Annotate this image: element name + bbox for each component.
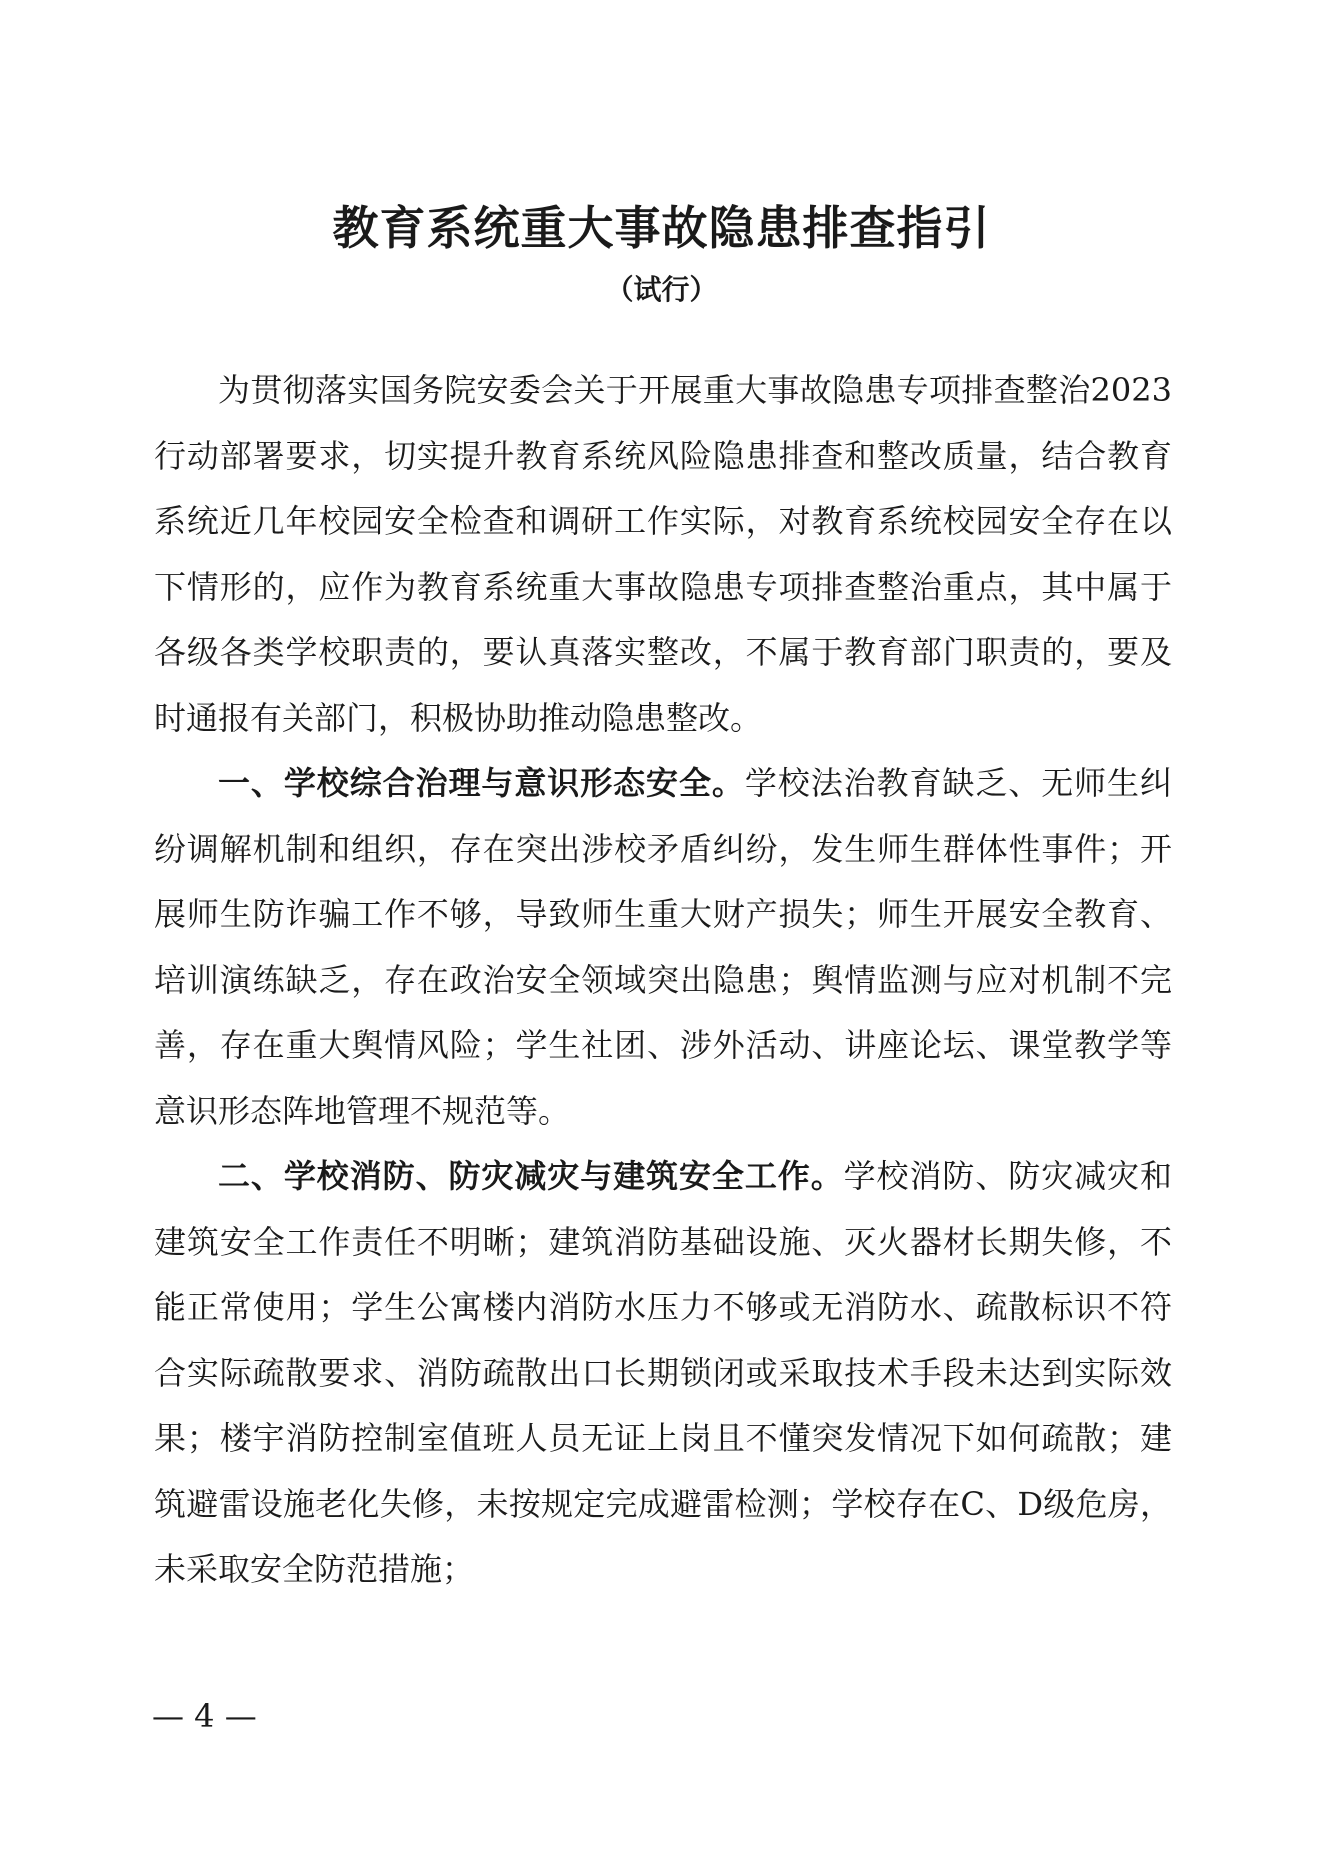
section-heading: 一、学校综合治理与意识形态安全。 bbox=[218, 764, 745, 802]
document-body bbox=[154, 358, 1172, 1603]
paragraph-text: 学校法治教育缺乏、无师生纠纷调解机制和组织，存在突出涉校矛盾纠纷，发生师生群体性事件；开展师生防诈骗工作不够，导致师生重大财产损失；师生开展安全教育、培训演练缺乏，存在政治安全领域突出隐患；舆情监测与应对机制不完善，存在重大舆情风险；学生社团、涉外活动、讲座论坛、课堂教学等意识形态阵地管理不规范等。 bbox=[154, 764, 1172, 1130]
paragraph-text: 为贯彻落实国务院安委会关于开展重大事故隐患专项排查整治2023行动部署要求，切实提升教育系统风险隐患排查和整改质量，结合教育系统近几年校园安全检查和调研工作实际，对教育系统校园安全存在以下情形的，应作为教育系统重大事故隐患专项排查整治重点，其中属于各级各类学校职责的，要认真落实整改，不属于教育部门职责的，要及时通报有关部门，积极协助推动隐患整改。 bbox=[154, 371, 1172, 737]
section-heading: 二、学校消防、防灾减灾与建筑安全工作。 bbox=[218, 1157, 844, 1195]
paragraph-section-2 bbox=[154, 1144, 1172, 1603]
paragraph-text: 学校消防、防灾减灾和建筑安全工作责任不明晰；建筑消防基础设施、灭火器材长期失修，不能正常使用；学生公寓楼内消防水压力不够或无消防水、疏散标识不符合实际疏散要求、消防疏散出口长期锁闭或采取技术手段未达到实际效果；楼宇消防控制室值班人员无证上岗且不懂突发情况下如何疏散；建筑避雷设施老化失修，未按规定完成避雷检测；学校存在C、D级危房，未采取安全防范措施； bbox=[154, 1157, 1172, 1588]
document-title: 教育系统重大事故隐患排查指引 bbox=[332, 201, 991, 255]
page-number: — 4 — bbox=[152, 1697, 257, 1735]
paragraph-intro bbox=[154, 358, 1172, 751]
paragraph-section-1 bbox=[154, 751, 1172, 1144]
document-subtitle: （试行） bbox=[605, 273, 718, 306]
